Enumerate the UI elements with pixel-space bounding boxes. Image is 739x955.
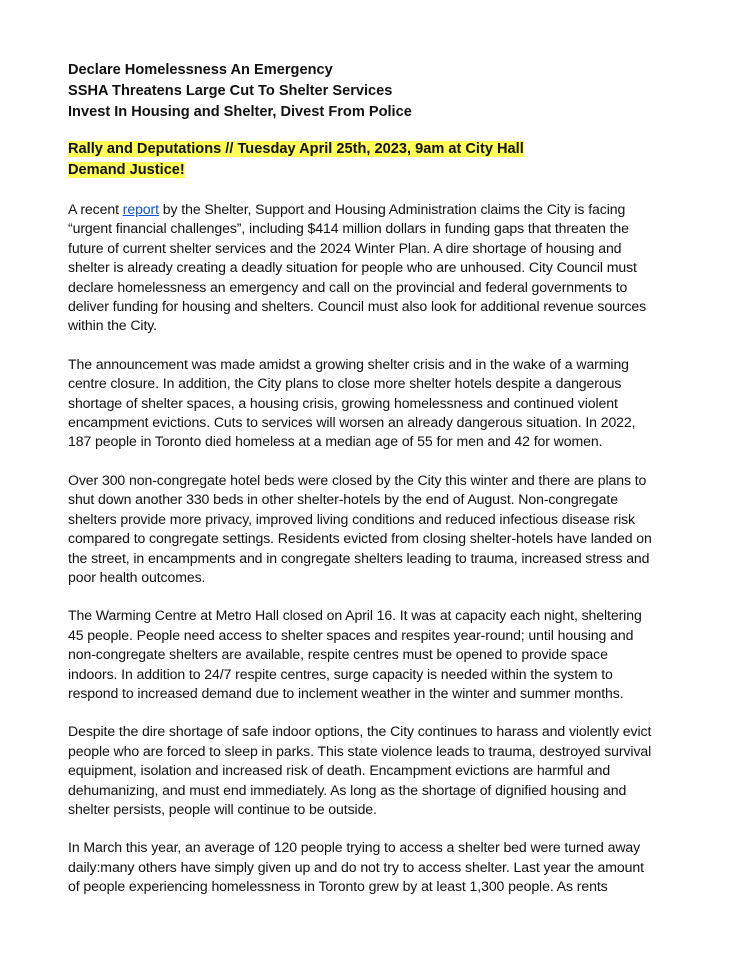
paragraph-line: Over 300 non-congregate hotel beds were closed by the City this winter and there are plans to — [68, 471, 647, 488]
paragraph-line: daily:many others have simply given up and do not try to access shelter. Last year the amount — [68, 858, 644, 875]
rally-subline-highlighted: Demand Justice! — [68, 162, 185, 178]
paragraph-line: The announcement was made amidst a growing shelter crisis and in the wake of a warming — [68, 355, 629, 372]
heading-line: Declare Homelessness An Emergency — [68, 62, 333, 78]
paragraph-line: shelter persists, people will continue to be outside. — [68, 800, 377, 817]
paragraph-hotel-beds — [68, 471, 689, 587]
paragraph-line: respond to increased demand due to inclement weather in the winter and summer months. — [68, 684, 624, 701]
rally-announcement — [68, 139, 689, 181]
paragraph-line: poor health outcomes. — [68, 568, 206, 585]
paragraph-line: “urgent financial challenges”, including $414 million dollars in funding gaps that threaten the — [68, 220, 629, 237]
paragraph-line: shortage of shelter spaces, a housing crisis, growing homelessness and continued violent — [68, 394, 618, 411]
paragraph-line: within the City. — [68, 317, 157, 334]
paragraph-line: shelter is already creating a deadly situation for people who are unhoused. City Council must — [68, 259, 637, 276]
paragraph-line: centre closure. In addition, the City plans to close more shelter hotels despite a dangerous — [68, 375, 622, 392]
paragraph-line: The Warming Centre at Metro Hall closed on April 16. It was at capacity each night, sheltering — [68, 607, 642, 624]
paragraph-line: Despite the dire shortage of safe indoor options, the City continues to harass and violently evict — [68, 723, 652, 740]
paragraph-line: of people experiencing homelessness in Toronto grew by at least 1,300 people. As rents — [68, 878, 608, 895]
paragraph-line: 45 people. People need access to shelter spaces and respites year-round; until housing and — [68, 626, 634, 643]
report-link[interactable]: report — [122, 201, 159, 217]
paragraph-encampment-evictions — [68, 722, 689, 819]
text-fragment: A recent — [68, 201, 123, 217]
paragraph-line: shut down another 330 beds in other shelter-hotels by the end of August. Non-congregate — [68, 491, 618, 508]
paragraph-line: future of current shelter services and the 2024 Winter Plan. A dire shortage of housing and — [68, 239, 622, 256]
rally-line-highlighted: Rally and Deputations // Tuesday April 25th, 2023, 9am at City Hall — [68, 141, 524, 157]
heading-line: SSHA Threatens Large Cut To Shelter Services — [68, 83, 393, 99]
paragraph-line: people who are forced to sleep in parks. This state violence leads to trauma, destroyed survival — [68, 742, 652, 759]
paragraph-line: indoors. In addition to 24/7 respite centres, surge capacity is needed within the system to — [68, 665, 613, 682]
paragraph-shelter-crisis — [68, 355, 689, 452]
paragraph-line: shelters provide more privacy, improved living conditions and reduced infectious disease risk — [68, 510, 635, 527]
paragraph-line: non-congregate shelters are available, respite centres must be opened to provide space — [68, 646, 608, 663]
paragraph-turned-away — [68, 838, 689, 896]
paragraph-line: equipment, isolation and increased risk of death. Encampment evictions are harmful and — [68, 762, 611, 779]
paragraph-line: declare homelessness an emergency and call on the provincial and federal governments to — [68, 278, 628, 295]
paragraph-line: compared to congregate settings. Residents evicted from closing shelter-hotels have landed on — [68, 530, 652, 547]
text-fragment: by the Shelter, Support and Housing Administration claims the City is facing — [158, 201, 626, 217]
paragraph-line: encampment evictions. Cuts to services will worsen an already dangerous situation. In 2022, — [68, 414, 636, 431]
paragraph-line: In March this year, an average of 120 people trying to access a shelter bed were turned away — [68, 839, 641, 856]
paragraph-line: the street, in encampments and in congregate shelters leading to trauma, increased stress and — [68, 549, 650, 566]
paragraph-line: dehumanizing, and must end immediately. As long as the shortage of dignified housing and — [68, 781, 627, 798]
paragraph-funding-gaps — [68, 200, 689, 336]
paragraph-line: deliver funding for housing and shelters. Council must also look for additional revenue sources — [68, 298, 647, 315]
heading-block — [68, 60, 689, 123]
heading-line: Invest In Housing and Shelter, Divest From Police — [68, 104, 412, 120]
paragraph-warming-centre — [68, 606, 689, 703]
paragraph-line: 187 people in Toronto died homeless at a median age of 55 for men and 42 for women. — [68, 433, 603, 450]
paragraph-line — [68, 200, 689, 219]
